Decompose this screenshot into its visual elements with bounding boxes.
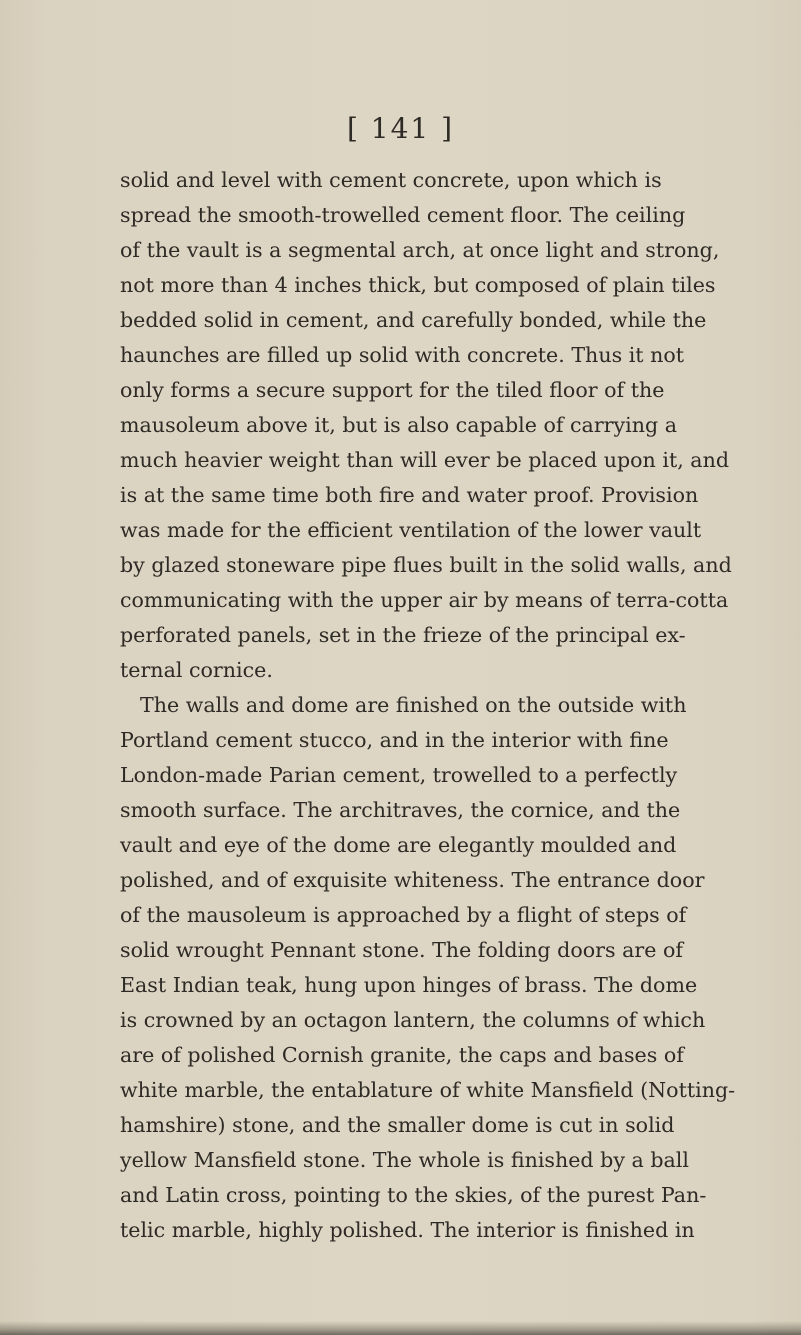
text-line: much heavier weight than will ever be placed upon it, and bbox=[120, 448, 730, 472]
text-line: spread the smooth-trowelled cement floor. The ceiling bbox=[120, 203, 686, 227]
text-line: Portland cement stucco, and in the interior with fine bbox=[120, 728, 669, 752]
text-line: not more than 4 inches thick, but composed of plain tiles bbox=[120, 273, 716, 297]
text-line: solid and level with cement concrete, upon which is bbox=[120, 168, 662, 192]
text-line: mausoleum above it, but is also capable of carrying a bbox=[120, 413, 678, 437]
text-line: The walls and dome are finished on the outside with bbox=[140, 693, 687, 717]
text-line: vault and eye of the dome are elegantly moulded and bbox=[120, 833, 677, 857]
text-line: was made for the efficient ventilation of the lower vault bbox=[120, 518, 702, 542]
text-line: hamshire) stone, and the smaller dome is cut in solid bbox=[120, 1113, 675, 1137]
text-line: East Indian teak, hung upon hinges of brass. The dome bbox=[120, 973, 698, 997]
text-line: telic marble, highly polished. The interior is finished in bbox=[120, 1218, 695, 1242]
text-line: only forms a secure support for the tiled floor of the bbox=[120, 378, 665, 402]
text-line: bedded solid in cement, and carefully bonded, while the bbox=[120, 308, 707, 332]
text-line: communicating with the upper air by means of terra-cotta bbox=[120, 588, 729, 612]
text-line: smooth surface. The architraves, the cornice, and the bbox=[120, 798, 681, 822]
text-line: London-made Parian cement, trowelled to a perfectly bbox=[120, 763, 678, 787]
text-line: solid wrought Pennant stone. The folding doors are of bbox=[120, 938, 683, 962]
text-line: white marble, the entablature of white Mansfield (Notting- bbox=[120, 1078, 736, 1102]
text-line: of the vault is a segmental arch, at once light and strong, bbox=[120, 238, 720, 262]
page-bottom-edge bbox=[0, 1321, 801, 1335]
text-line: by glazed stoneware pipe flues built in the solid walls, and bbox=[120, 553, 732, 577]
text-line: and Latin cross, pointing to the skies, of the purest Pan- bbox=[120, 1183, 707, 1207]
text-line: perforated panels, set in the frieze of the principal ex- bbox=[120, 623, 686, 647]
text-line: is crowned by an octagon lantern, the columns of which bbox=[120, 1008, 706, 1032]
text-line: polished, and of exquisite whiteness. The entrance door bbox=[120, 868, 705, 892]
text-line: haunches are filled up solid with concrete. Thus it not bbox=[120, 343, 685, 367]
text-line: yellow Mansfield stone. The whole is finished by a ball bbox=[120, 1148, 689, 1172]
body-text bbox=[120, 163, 736, 1248]
text-line: are of polished Cornish granite, the caps and bases of bbox=[120, 1043, 684, 1067]
text-line: of the mausoleum is approached by a flight of steps of bbox=[120, 903, 687, 927]
page-number: [ 141 ] bbox=[346, 112, 455, 145]
text-line: is at the same time both fire and water proof. Provision bbox=[120, 483, 699, 507]
text-line: ternal cornice. bbox=[120, 658, 273, 682]
